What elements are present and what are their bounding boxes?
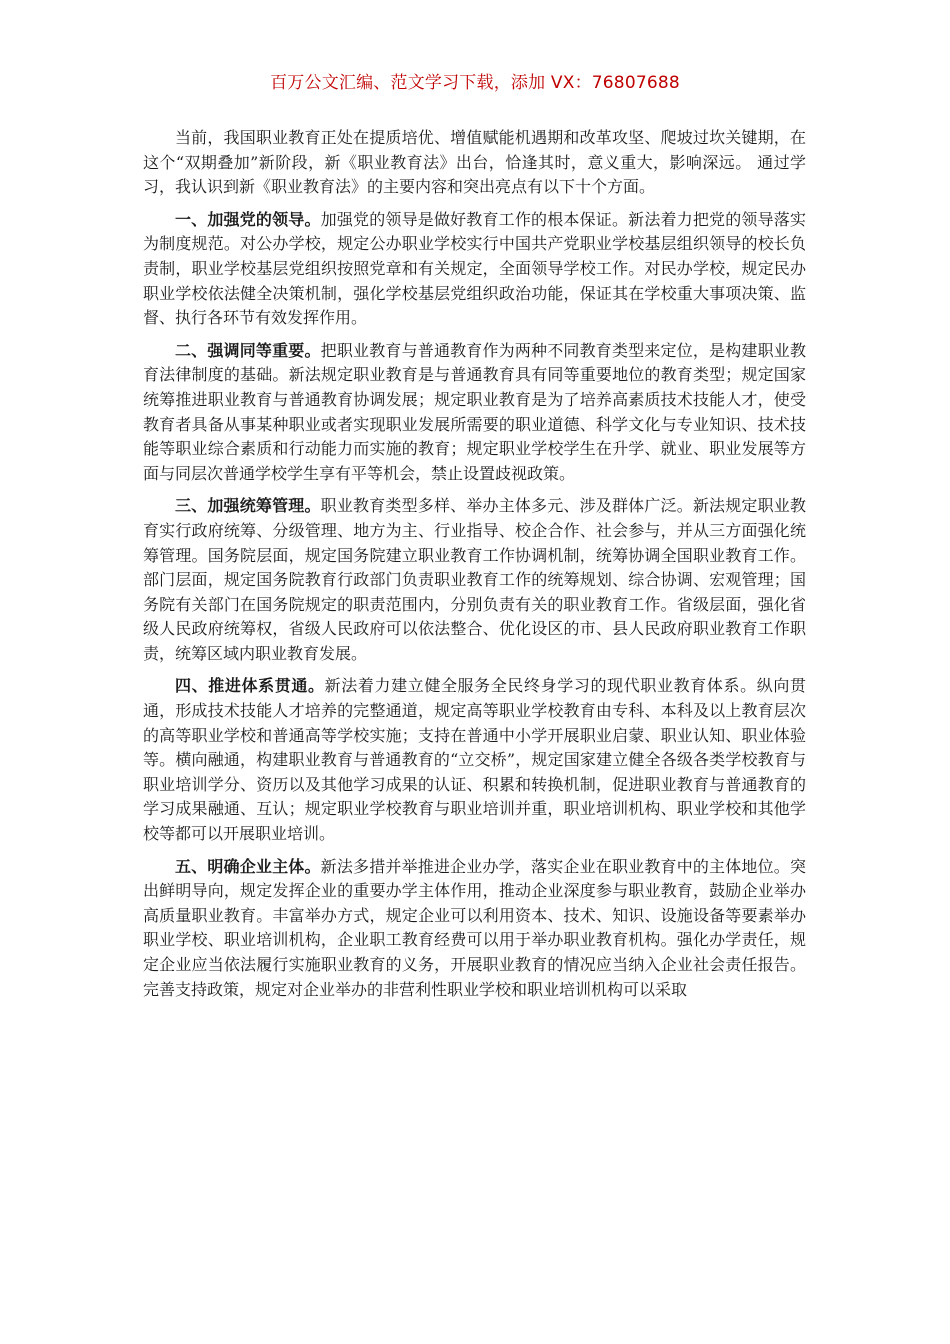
section-paragraph-5 — [143, 855, 806, 1003]
page-header-banner: 百万公文汇编、范文学习下载，添加 VX：76807688 — [270, 73, 680, 93]
paragraph-heading: 一、加强党的领导。 — [175, 209, 321, 229]
paragraph-text: 新法着力建立健全服务全民终身学习的现代职业教育体系。纵向贯通，形成技术技能人才培养的完整通道，规定高等职业学校教育由专科、本科及以上教育层次的高等职业学校和普通高等学校实施；支持在普通中小学开展职业启蒙、职业认知、职业体验等。横向融通，构建职业教育与普通教育的“立交桥”，规定国家建立健全各级各类学校教育与职业培训学分、资历以及其他学习成果的认证、积累和转换机制，促进职业教育与普通教育的学习成果融通、互认；规定职业学校教育与职业培训并重，职业培训机构、职业学校和其他学校等都可以开展职业培训。 — [143, 676, 806, 844]
section-paragraph-1 — [143, 208, 806, 331]
paragraph-text: 新法多措并举推进企业办学，落实企业在职业教育中的主体地位。突出鲜明导向，规定发挥企业的重要办学主体作用，推动企业深度参与职业教育，鼓励企业举办高质量职业教育。丰富举办方式，规定企业可以利用资本、技术、知识、设施设备等要素举办职业学校、职业培训机构，企业职工教育经费可以用于举办职业教育机构。强化办学责任，规定企业应当依法履行实施职业教育的义务，开展职业教育的情况应当纳入企业社会责任报告。完善支持政策，规定对企业举办的非营利性职业学校和职业培训机构可以采取 — [143, 856, 806, 999]
section-paragraph-3 — [143, 494, 806, 666]
paragraph-text: 加强党的领导是做好教育工作的根本保证。新法着力把党的领导落实为制度规范。对公办学校，规定公办职业学校实行中国共产党职业学校基层组织领导的校长负责制，职业学校基层党组织按照党章和有关规定，全面领导学校工作。对民办学校，规定民办职业学校依法健全决策机制，强化学校基层党组织政治功能，保证其在学校重大事项决策、监督、执行各环节有效发挥作用。 — [143, 209, 806, 328]
section-paragraph-4 — [143, 674, 806, 846]
paragraph-heading: 五、明确企业主体。 — [175, 856, 321, 876]
paragraph-text: 职业教育类型多样、举办主体多元、涉及群体广泛。新法规定职业教育实行政府统筹、分级管理、地方为主、行业指导、校企合作、社会参与，并从三方面强化统筹管理。国务院层面，规定国务院建立职业教育工作协调机制，统筹协调全国职业教育工作。部门层面，规定国务院教育行政部门负责职业教育工作的统筹规划、综合协调、宏观管理；国务院有关部门在国务院规定的职责范围内，分别负责有关的职业教育工作。省级层面，强化省级人民政府统筹权，省级人民政府可以依法整合、优化设区的市、县人民政府职业教育工作职责，统筹区域内职业教育发展。 — [143, 496, 806, 663]
paragraph-heading: 二、强调同等重要。 — [175, 340, 321, 360]
paragraph-text: 把职业教育与普通教育作为两种不同教育类型来定位，是构建职业教育法律制度的基础。新法规定职业教育是与普通教育具有同等重要地位的教育类型；规定国家统筹推进职业教育与普通教育协调发展；规定职业教育是为了培养高素质技术技能人才，使受教育者具备从事某种职业或者实现职业发展所需要的职业道德、科学文化与专业知识、技术技能等职业综合素质和行动能力而实施的教育；规定职业学校学生在升学、就业、职业发展等方面与同层次普通学校学生享有平等机会，禁止设置歧视政策。 — [143, 340, 806, 483]
section-paragraph-2 — [143, 339, 806, 487]
document-body — [143, 126, 806, 1010]
paragraph-text: 当前，我国职业教育正处在提质培优、增值赋能机遇期和改革攻坚、爬坡过坎关键期，在这个“双期叠加”新阶段，新《职业教育法》出台，恰逢其时，意义重大，影响深远。 通过学习，我认识到新《职业教育法》的主要内容和突出亮点有以下十个方面。 — [143, 128, 806, 197]
paragraph-heading: 三、加强统筹管理。 — [175, 496, 321, 516]
intro-paragraph — [143, 126, 806, 200]
paragraph-heading: 四、推进体系贯通。 — [175, 676, 325, 696]
